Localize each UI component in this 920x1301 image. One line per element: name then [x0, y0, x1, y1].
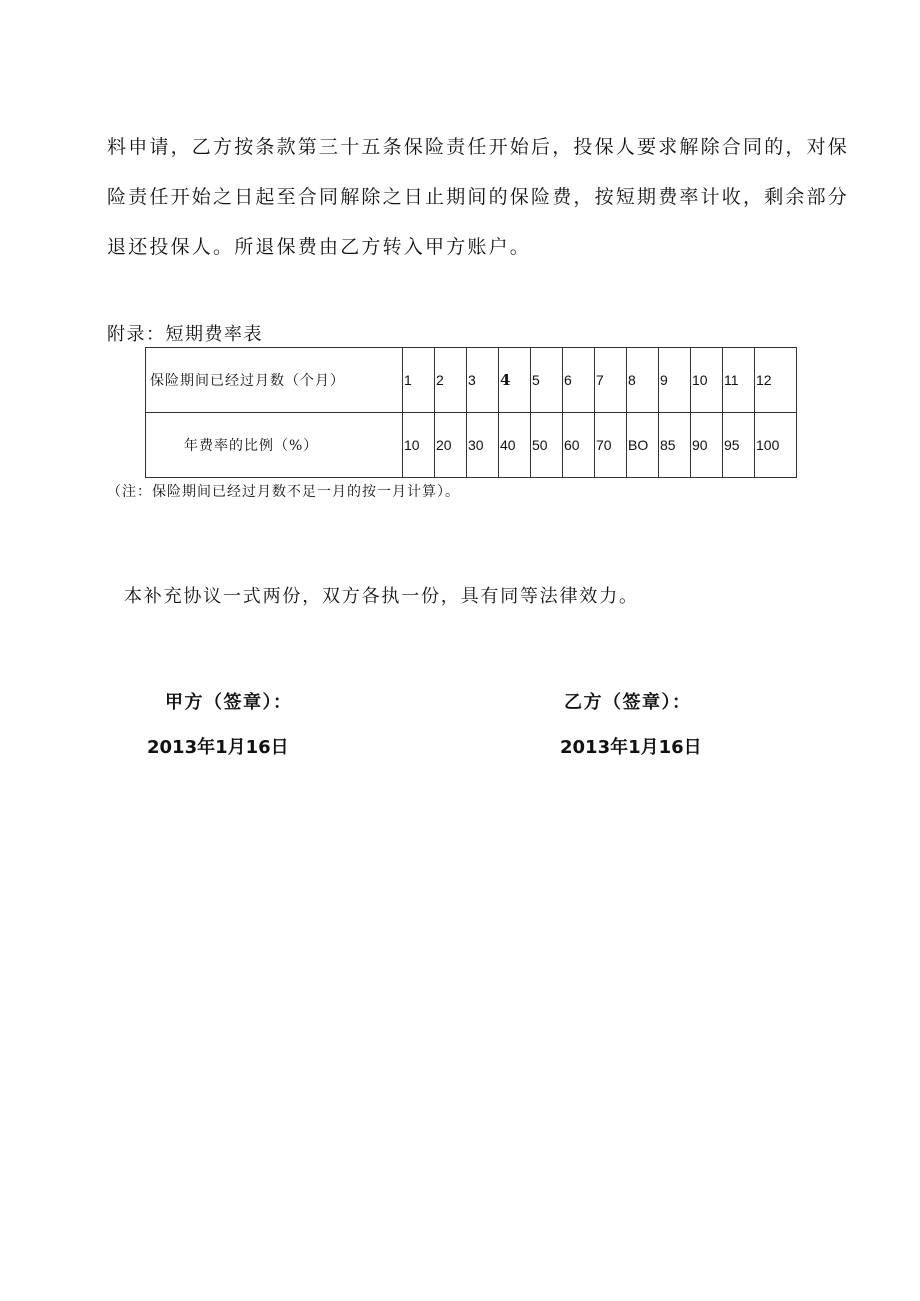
rate-cell: 10 [403, 413, 435, 478]
rate-cell: 90 [691, 413, 723, 478]
paragraph-line-3: 退还投保人。所退保费由乙方转入甲方账户。 [107, 236, 532, 258]
rate-cell: 30 [467, 413, 499, 478]
month-cell: 4 [499, 348, 531, 413]
rate-cell: 40 [499, 413, 531, 478]
month-cell: 3 [467, 348, 499, 413]
rate-cell: 50 [531, 413, 563, 478]
month-cell: 6 [563, 348, 595, 413]
months-header-cell [146, 348, 403, 413]
month-cell: 2 [435, 348, 467, 413]
rate-cell: 95 [723, 413, 755, 478]
agreement-statement: 本补充协议一式两份，双方各执一份，具有同等法律效力。 [124, 586, 639, 607]
rate-cell: 20 [435, 413, 467, 478]
rate-cell: BO [627, 413, 659, 478]
month-cell: 11 [723, 348, 755, 413]
month-cell: 1 [403, 348, 435, 413]
month-cell: 12 [755, 348, 797, 413]
appendix-title: 附录：短期费率表 [107, 324, 263, 345]
month-cell: 7 [595, 348, 627, 413]
paragraph-line-1: 料申请，乙方按条款第三十五条保险责任开始后，投保人要求解除合同的，对保 [107, 136, 850, 158]
rates-header-cell [146, 413, 403, 478]
rate-cell: 60 [563, 413, 595, 478]
party-b-signature-label: 乙方（签章）： [564, 692, 692, 713]
party-b-date: 2013年1月16日 [560, 737, 702, 758]
rates-header-label: 年费率的比例（%） [184, 438, 319, 454]
month-cell: 9 [659, 348, 691, 413]
rate-cell: 70 [595, 413, 627, 478]
rate-cell: 100 [755, 413, 797, 478]
table-row-rates [146, 413, 797, 478]
month-cell: 8 [627, 348, 659, 413]
months-header-label: 保险期间已经过月数（个月） [150, 373, 345, 389]
short-term-rate-table [145, 347, 797, 478]
party-a-signature-label: 甲方（签章）： [165, 692, 293, 713]
month-cell: 10 [691, 348, 723, 413]
paragraph-line-2: 险责任开始之日起至合同解除之日止期间的保险费，按短期费率计收，剩余部分 [107, 186, 850, 208]
rate-cell: 85 [659, 413, 691, 478]
table-note: （注：保险期间已经过月数不足一月的按一月计算）。 [107, 484, 460, 500]
party-a-date: 2013年1月16日 [147, 737, 289, 758]
month-cell: 5 [531, 348, 563, 413]
table-row-months [146, 348, 797, 413]
